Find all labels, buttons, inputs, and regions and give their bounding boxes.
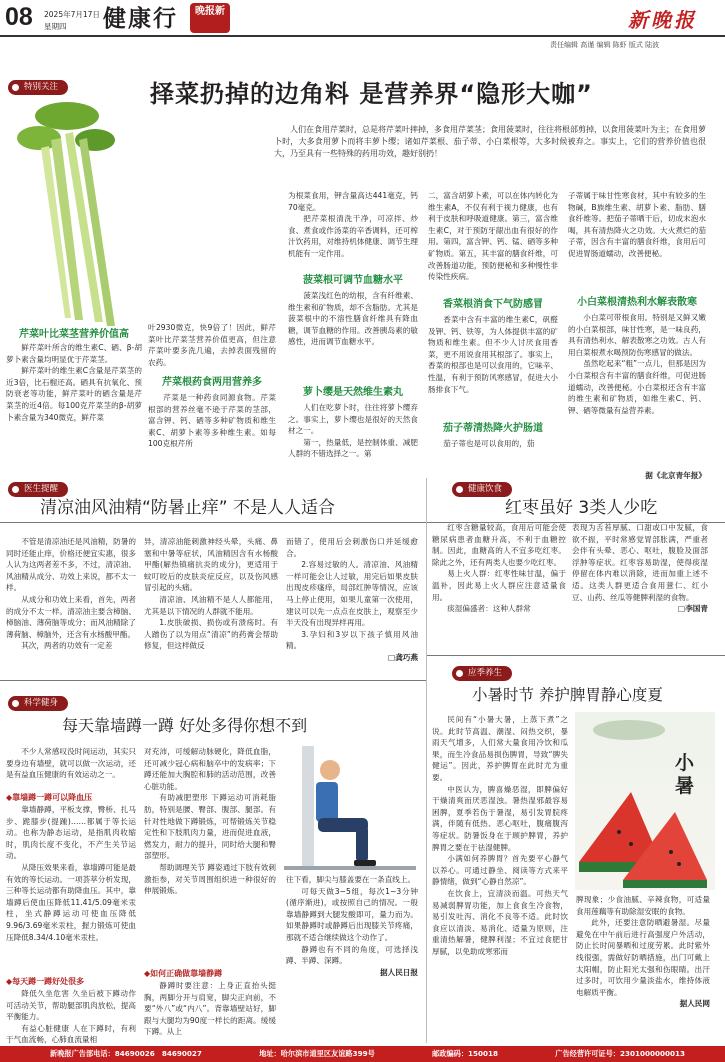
paragraph: 芹菜是一种药食同源食物。芹菜根部的营养丝毫不逊于芹菜的茎部，富含钾、钙、硒等多种矿物质和维生素C、胡萝卜素等多种维生素。如每100克根芹所 (148, 393, 276, 449)
paragraph: 易上火人群：红枣性味甘温，偏于温补，因此易上火人群应注意适量食用。 (432, 569, 566, 602)
editor-credits: 责任编辑 高谨 编辑 陈虾 版式 陆波 (550, 41, 660, 49)
paragraph: 异，清凉油能刺激神经头晕，头痛、鼻塞和中暑等症状，风油精因含有水杨酸甲酯(解热镇痛抗炎的成分)，更适用于蚊叮咬后的皮肤炎症反应，以及伤风感冒引起的头痛。 (144, 537, 278, 593)
paragraph: 静蹲也有不同的角度，可选择浅蹲、半蹲、深蹲。 (286, 944, 418, 966)
paragraph: 此外，还要注意防晒避暑湿。尽量避免在中午前后进行高强度户外活动，防止长时间暴晒和过度劳累。此时紫外线很强，需做好防晒措施，出门可戴上太阳帽，防止阳光太强和伤眼睛。出汗过多时，可饮用少量淡盐水，维持体液电解质平衡。 (576, 918, 710, 997)
person-torso (316, 782, 338, 822)
article4-col3 (286, 874, 418, 1046)
section-tag-doctor: 医生提醒 (8, 482, 68, 497)
article1-col5-text2 (568, 312, 706, 470)
article1-col2-text2 (148, 392, 276, 504)
watermelon-seed (617, 830, 621, 834)
article3-credit: □李国青 (678, 604, 708, 614)
watermelon-seed (629, 842, 633, 846)
paragraph: 人们在吃萝卜时，往往将萝卜缨弃之。事实上，萝卜缨也是很好的天然食材之一。 (288, 403, 418, 436)
article4-credit: 据人民日报 (380, 967, 418, 977)
subhead-celery-root: 芹菜根药食两用营养多 (162, 377, 262, 388)
paragraph: 静蹲时要注意：上身正直抬头挺胸，两脚分开与肩宽，脚尖正向前，不要“外八”或“内八”。背靠墙壁站好，脚跟与大腿均为90度一样长的距离。缓缓下蹲。从上 (144, 981, 276, 1037)
floor (284, 866, 416, 870)
paragraph: 香菜中含有丰富的维生素C，矾醛及钾、钙、铁等，为人体提供丰富的矿物质和维生素。但不少人讨厌食用香菜，更不用说食用其根部了。事实上，香菜的根部也是可以食用的，它味辛、性温，有利于预防风寒感冒，促进大小肠排食下气。 (428, 315, 558, 394)
section-name: 健康行 (103, 6, 178, 32)
article2-credit: □龚巧燕 (388, 652, 418, 662)
paragraph: 2.容易过敏的人。清凉油、风油精一样可能会让人过敏，用完后如果皮肤出现皮疹瘙痒，局部红肿等情况，应该马上停止使用，如果儿童第一次使用，建议可以先一点点在皮肤上，观察至少半天没有出现异样再用。 (286, 560, 418, 628)
subhead-squat-benefits: ◆每天蹲一蹲好处很多 (6, 977, 85, 986)
article1-col4-text3 (428, 438, 558, 460)
paragraph: 3.孕妇和3岁以下孩子慎用风油精。 (286, 629, 418, 651)
article1-lead: 人们在食用芹菜时，总是将芹菜叶摔掉，多食用芹菜茎；食用菠菜时，往往将根部剪掉，以食用菠菜叶为主；在食用萝卜时，大多食用萝卜而将丰萝卜缨；诸如芹菜根、茄子蒂、小白菜根等，大多时候被弃之。事实上，它们的营养价值也很大，乃至具有一些特殊的药用功效，趣好别扔！ (274, 125, 706, 158)
article1-col3-text3 (288, 402, 418, 482)
footer-bar (0, 1046, 725, 1062)
article1-col3 (288, 190, 418, 510)
article4-col1-text3 (6, 988, 136, 1046)
paragraph: 痰湿偏盛者：这种人群常 (447, 604, 531, 614)
article4-col2-text (144, 746, 276, 968)
page-number: 08 (5, 3, 33, 31)
watermelon-seed (669, 850, 673, 854)
paragraph: 降低久坐危害 久坐后被下蹲动作可活动关节，帮助腿部肌肉放松，提高平衡能力。 (6, 989, 136, 1022)
subhead-spinach-root: 菠菜根可调节血糖水平 (303, 275, 403, 286)
paragraph: 叶2930微克，快9倍了！因此，鲜芹菜叶比芹菜茎营养价值更高，但注意芹菜叶要多洗几遍，去掉表面残留的农药。 (148, 323, 276, 367)
paragraph: 鲜芹菜叶所含的维生素C、硒、β-胡萝卜素含量均明显优于芹菜茎。 (6, 343, 142, 364)
paragraph: 对充沛，可缓解动脉硬化，降低血脂，还可减少冠心病和脑卒中的发病率；下蹲还能加大胸腔和肺的活动范围，改善心脏功能。 (144, 747, 276, 791)
article1-col4-text (428, 190, 558, 296)
paragraph: 有益心脏健康 人在下蹲时，有利于气血流畅，心肺血流量相 (6, 1023, 136, 1045)
article1-col4 (428, 190, 558, 510)
article1-credit: 据《北京青年报》 (645, 471, 706, 480)
watermelon-seed (677, 862, 681, 866)
paragraph: 小白菜可带根食用。特别是又鲜又嫩的小白菜根部，味甘性寒，是一味良药，具有清热利水、解表散寒之功效。古人有用白菜根煮水喝预防伤寒感冒的做法。 (568, 313, 706, 357)
paragraph: 而错了，使用后会刺激伤口并延缓愈合。 (286, 537, 418, 558)
person-shin (356, 826, 368, 862)
issue-date: 2025年7月17日 (44, 10, 100, 19)
paragraph: 从降压效果来看，靠墙蹲可能是最有效的等长运动。一项荟萃分析发现，三种等长运动都有助降血压。其中，靠墙蹲后使血压降低11.41/5.09毫米汞柱，坐式静蹲运动可使血压降低9.96/3.69毫米汞柱，握力锻炼可使血压降低8.34/4.10毫米汞柱。 (6, 862, 136, 942)
paragraph: 鲜芹菜叶的维生素C含量是芹菜茎的近3倍，比石榴还高。硒具有抗氧化、预防衰老等功能，鲜芹菜叶的硒含量是芹菜茎的近4倍。每100克芹菜茎的β-胡萝卜素含量为340微克，鲜芹菜 (6, 366, 142, 422)
article5-title: 小暑时节 养护脾胃静心度夏 (472, 686, 663, 704)
section-badge (190, 3, 230, 33)
article4-col1-text (6, 746, 136, 792)
subhead-bokchoy-root: 小白菜根清热利水解表散寒 (577, 297, 697, 308)
article2-col3 (286, 536, 418, 676)
article1-col2-text (148, 322, 276, 374)
footer-ad-phone: 新晚报广告部电话：84690026 84690027 (50, 1049, 202, 1058)
watermelon-illustration (575, 712, 715, 890)
article1-col5-text (568, 190, 706, 294)
article4-col1-text2 (6, 804, 136, 976)
article2-col2 (144, 536, 278, 664)
wall (302, 746, 314, 870)
subhead-radish-greens: 萝卜缨是天然维生素丸 (303, 387, 403, 398)
subhead-how-to-squat: ◆如何正确做靠墙静蹲 (144, 969, 223, 978)
paragraph: 1.皮肤破损、损伤或有溃疡时。有人蹭伤了以为用点“清凉”的药膏会帮助修复，但这样做反 (144, 618, 278, 651)
paragraph: 脾现象；少食油腻、辛辣食物，可适量食用莲藕等有助除湿安眠的食物。 (576, 895, 710, 916)
column-divider (426, 478, 427, 682)
paragraph: 有助减肥塑形 下蹲运动可消耗脂肪，特别是腰、臀部、腹部、腿部。有针对性地做下蹲锻炼，可帮锻炼关节稳定性和下肢肌肉力量，进而促进血液，燃发力，耐力的提升，同时给大腿和臀部塑形。 (144, 793, 276, 861)
paragraph: 民间有“小暑大暑，上蒸下煮”之说。此时节高温、潮湿、闷热交织，暴雨天气增多，人们常大量食用冷饮和瓜果，而生冷食品易损伤脾胃，导致“脾失健运”。因此，养护脾胃在此时尤为重要。 (432, 715, 568, 782)
article5-col2 (576, 894, 710, 1044)
paragraph: 小满如何养脾胃？首先要平心静气以养心。可通过静坐、阅读等方式来平静情绪，做到“心静自然凉”。 (432, 854, 568, 887)
illustration-caption: 小暑 (675, 752, 695, 797)
paragraph: 表现为舌苔厚腻、口甜或口中发腻，食欲不振，平时常感觉胃部胀满，严重者会伴有头晕、恶心、呕吐，腹脸及面部浮肿等症状。红枣容易助湿，使得痰湿停留在体内难以消除，进而加重上述不适。这类人群更适合食用薏仁、红小豆、山药、丝瓜等健脾利湿的食物。 (572, 523, 708, 602)
paragraph: 红枣含糖量较高，食用后可能会使糖尿病患者血糖升高，不利于血糖控制。因此，血糖高的人不宜多吃红枣。除此之外，还有两类人也要少吃红枣。 (432, 523, 566, 567)
article4-col1 (6, 746, 136, 1046)
watermelon-rind (623, 880, 707, 888)
article1-col4-text2 (428, 314, 558, 420)
person-head (320, 760, 340, 780)
paragraph: 虽然吃起来“粗”一点儿，但那是因为小白菜根含有丰富的膳食纤维，可促进肠道蠕动，改善便秘。小白菜根还含有丰富的维生素和矿物质，如维生素C、钙、钾、硒等微量有益营养素。 (568, 359, 706, 415)
paragraph: 靠墙静蹲，平板支撑，臀桥、扎马步、跪膝步(提踵)……都属于等长运动。也称为静态运动，是指肌肉收缩时，肌肉长度不变化，不产生关节运动。 (6, 805, 136, 861)
paragraph: 子蒂属于味甘性寒食材，其中有较多的生物碱，B族维生素、胡萝卜素、脂肪、膳食纤维等。把茄子蒂晒干后，切成末泡水喝，具有清热降火之功效。大火煮烂的茄子蒂，因含有丰富的膳食纤维，食用后可促进胃肠道蠕动，改善便秘。 (568, 191, 706, 258)
leaf-decoration (593, 720, 665, 740)
footer-postcode: 邮政编码：150018 (432, 1049, 499, 1058)
paragraph: 不管是清凉油还是风油精，防暑的同时还能止痒，价格还便宜实惠，很多人认为这两者差不多，不过，清凉油、风油精从成分、功效上来说，都不太一样。 (6, 537, 136, 593)
paragraph: 茄子蒂也是可以食用的，茄 (443, 439, 535, 448)
section-tag-diet: 健康饮食 (452, 482, 512, 497)
footer-address: 地址：哈尔滨市道里区友谊路399号 (259, 1049, 375, 1058)
article1-col1-text (6, 342, 142, 502)
column-divider (426, 655, 427, 1043)
section-tag-special: 特别关注 (8, 80, 68, 95)
article5-credit: 据人民网 (679, 999, 710, 1009)
badge-label: 晚报新 (195, 6, 225, 17)
article1-col5 (568, 190, 706, 510)
article2-title: 清凉油风油精“防暑止痒” 不是人人适合 (40, 498, 336, 518)
celery-illustration (3, 100, 148, 350)
article3-col2 (572, 522, 708, 646)
section-tag-seasonal: 应季养生 (452, 666, 512, 681)
article3-title: 红枣虽好 3类人少吃 (505, 498, 658, 518)
paragraph: 清凉油、风油精不是人人都能用，尤其是以下情况的人群就不能用。 (144, 594, 278, 616)
article4-title: 每天靠墙蹲一蹲 好处多得你想不到 (62, 716, 308, 735)
subhead-coriander-root: 香菜根消食下气防感冒 (443, 299, 543, 310)
paragraph: 把芹菜根清洗干净，可凉拌、炒食、煮食或作汤菜的辛香调料，还可榨汁饮药用，对维持机体健康、调节生理机能有一定作用。 (288, 214, 418, 258)
paragraph: 可每天做3~5组，每次1~3分钟(循序渐进)，或按照自己的情况。一般靠墙静蹲到大腿发酸即可，量力而为。如果静蹲时或静蹲后出现膝关节疼痛，那就不适合继续做这个动作了。 (286, 886, 418, 942)
celery-leaf (35, 102, 99, 130)
paragraph: 二，富含胡萝卜素，可以在体内转化为维生素A，不仅有利于视力健康，也有利于皮肤和呼吸道健康。第三，富含维生素C，对于预防牙龈出血有很好的作用。第四，富含钾、钙、锰、硒等多种矿物质。第五，其丰富的膳食纤维，可改善肠道功能，预防便秘和多种慢性非传染性疾病。 (428, 191, 558, 282)
watermelon-slices (575, 712, 715, 890)
article4-col2 (144, 746, 276, 1046)
article4-col2-text2 (144, 980, 276, 1046)
section-tag-fitness: 科学健身 (8, 696, 68, 711)
article3-col1 (432, 522, 566, 640)
section-divider (0, 680, 426, 681)
paragraph: 不少人常感叹没时间运动，其实只要身边有墙壁，就可以做一次运动，还是有益血压健康的有效运动之一。 (6, 747, 136, 780)
wall-squat-illustration (284, 746, 416, 870)
footer-license: 广告经营许可证号：2301000000013 (555, 1049, 685, 1058)
section-divider (426, 655, 725, 656)
issue-weekday: 星期四 (44, 22, 67, 31)
paragraph: 从成分和功效上来看，首先，两者的成分不太一样。清凉油主要含樟脑、樟脑油、薄荷脑等成分；而风油精除了薄荷脑、樟脑外，还含有水杨酸甲酯。 (6, 594, 136, 639)
paragraph: 为根菜食用，钾含量高达441毫克，钙70毫克。 (288, 191, 418, 212)
subhead-celery-leaf: 芹菜叶比菜茎营养价值高 (19, 329, 129, 340)
article5-col1 (432, 714, 568, 1044)
article1-col3-text (288, 190, 418, 272)
article1-title: 择菜扔掉的边角料 是营养界“隐形大咖” (150, 80, 593, 108)
paragraph: 其次，两者的功效有一定差 (21, 641, 113, 651)
paragraph: 中医认为，脾喜燥恶湿，即脾偏好干燥清爽而厌恶湿浊。暑热湿邪最容易困脾，夏季若伤于暑湿，易引发胃脘疼满，伴随有低热、恶心呕吐，腹痛腹泻等症状。防暑饭身在于顾护脾胃，养护脾胃之要在于祛湿健脾。 (432, 784, 568, 852)
article1-col2 (148, 322, 276, 510)
subhead-eggplant-stem: 茄子蒂清热降火护肠道 (443, 423, 543, 434)
person-foot (354, 860, 376, 866)
paragraph: 往下看，脚尖与膝盖要在一条直线上。 (286, 875, 416, 884)
article2-col1 (6, 536, 136, 664)
paragraph: 帮助调理关节 蹲姿通过下肢有效刺激拒参，对关节周围组织进一种很好的伸展锻炼。 (144, 862, 276, 896)
article1-col1 (6, 328, 142, 508)
article1-col3-text2 (288, 290, 418, 384)
newspaper-logo: 新晚报 (628, 8, 697, 32)
subhead-wall-squat-bp: ◆靠墙蹲一蹲可以降血压 (6, 793, 93, 802)
paragraph: 菠菜浅红色的幼根，含有纤维素、维生素和矿物质，却不含脂肪。尤其是菠菜根中的不溶性膳食纤维具有降血糖，调节血糖的作用。改善胰岛素的敏感性，进而调节血糖水平。 (288, 291, 418, 347)
paragraph: 在饮食上，宜清淡而温。可热天气易减弱脾胃功能，加上食食生冷食物，易引发吐泻、消化不良等不适。此时饮食应以清淡、易消化、适量为原则，注重清热解暑，健脾利湿；不宜过食肥甘厚腻，以免助成寒邪而 (432, 888, 568, 956)
header-rule (0, 35, 725, 37)
paragraph: 第一，热量低，是控制体重、减肥人群的不错选择之一。第 (288, 437, 418, 459)
